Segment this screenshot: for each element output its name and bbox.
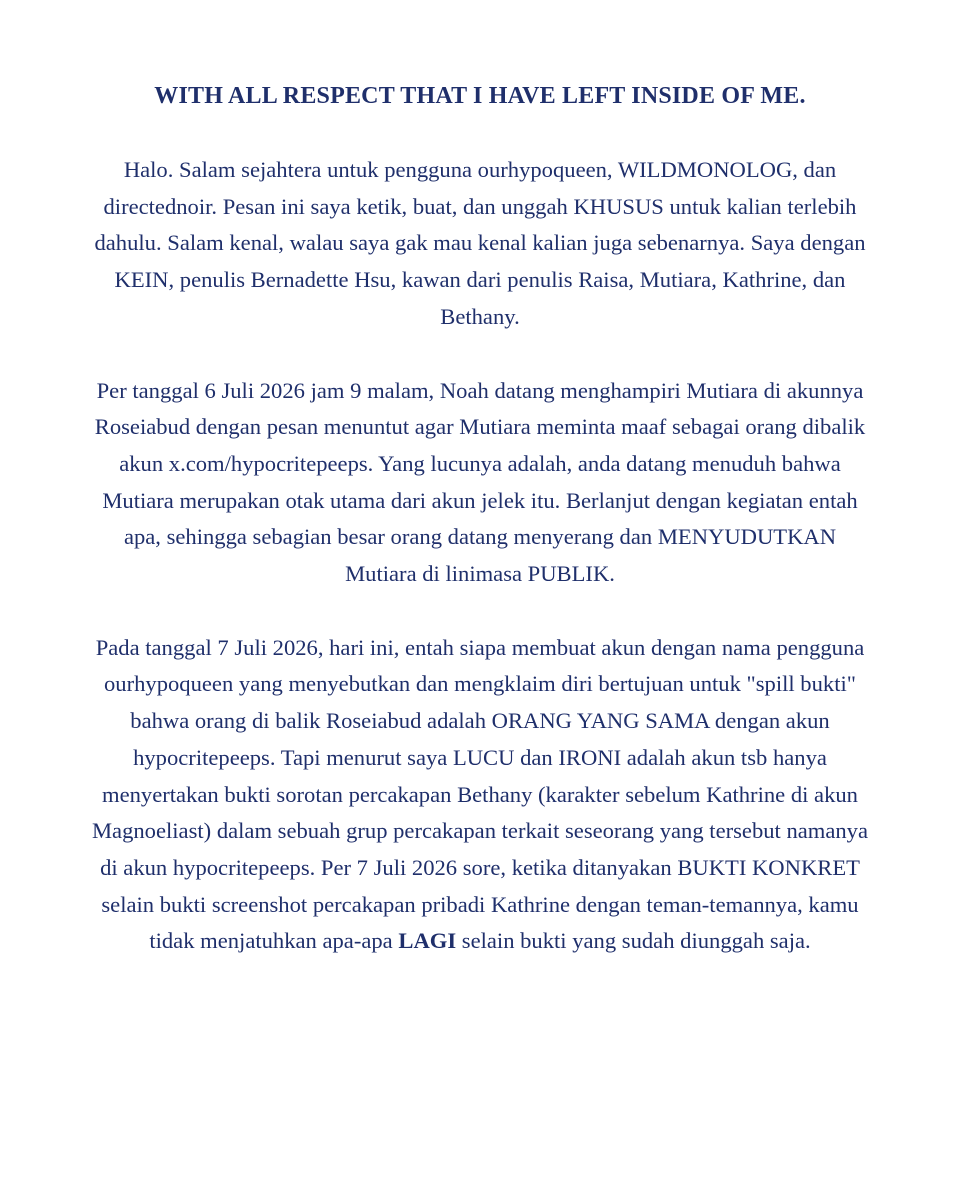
paragraph-greeting: Halo. Salam sejahtera untuk pengguna ourhypoqueen, WILDMONOLOG, dan directednoir. Pesan ini saya ketik, buat, dan unggah KHUSUS untuk kalian terlebih dahulu. Salam kenal, walau saya gak mau kenal kalian juga sebenarnya. Saya dengan KEIN, penulis Bernadette Hsu, kawan dari penulis Raisa, Mutiara, Kathrine, dan Bethany. <box>94 157 866 329</box>
paragraph-july-7 <box>90 630 870 960</box>
emphasis-lagi: LAGI <box>398 928 457 954</box>
paragraph-july-6: Per tanggal 6 Juli 2026 jam 9 malam, Noah datang menghampiri Mutiara di akunnya Roseiabud dengan pesan menuntut agar Mutiara meminta maaf sebagai orang dibalik akun x.com/hypocritepeeps. Yang lucunya adalah, anda datang menuduh bahwa Mutiara merupakan otak utama dari akun jelek itu. Berlanjut dengan kegiatan entah apa, sehingga sebagian besar orang datang menyerang dan MENYUDUTKAN Mutiara di linimasa PUBLIK. <box>94 377 866 587</box>
paragraph-july-7-ending: selain bukti yang sudah diunggah saja. <box>456 928 811 954</box>
document-title: WITH ALL RESPECT THAT I HAVE LEFT INSIDE OF ME. <box>154 83 806 109</box>
paragraph-july-7-text: Pada tanggal 7 Juli 2026, hari ini, entah siapa membuat akun dengan nama pengguna ourhypoqueen yang menyebutkan dan mengklaim diri bertujuan untuk "spill bukti" bahwa orang di balik Roseiabud adalah ORANG YANG SAMA dengan akun hypocritepeeps. Tapi menurut saya LUCU dan IRONI adalah akun tsb hanya menyertakan bukti sorotan percakapan Bethany (karakter sebelum Kathrine di akun Magnoeliast) dalam sebuah grup percakapan terkait seseorang yang tersebut namanya di akun hypocritepeeps. Per 7 Juli 2026 sore, ketika ditanyakan BUKTI KONKRET selain bukti screenshot percakapan pribadi Kathrine dengan teman-temannya, kamu tidak menjatuhkan apa-apa <box>91 634 869 954</box>
